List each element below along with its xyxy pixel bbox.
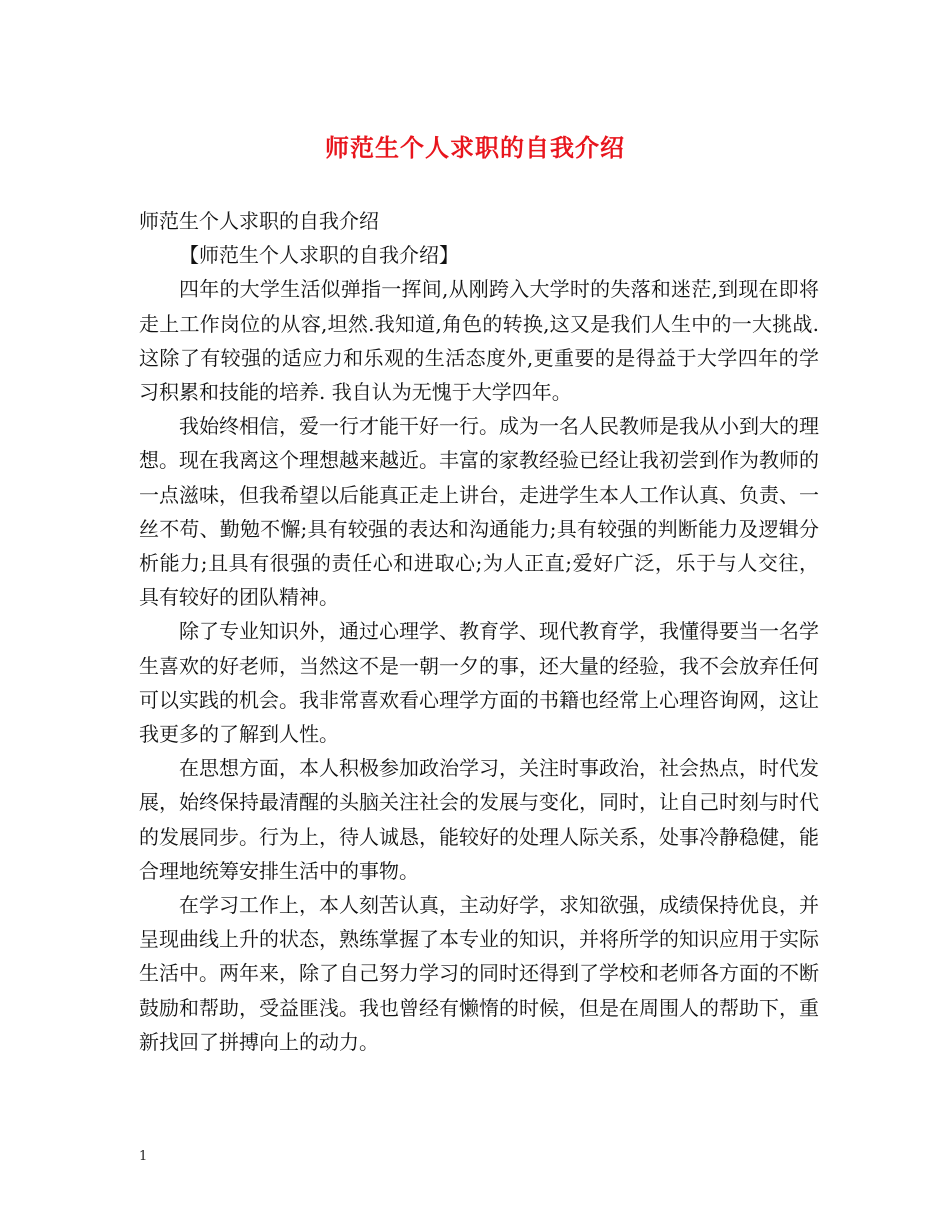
document-title: 师范生个人求职的自我介绍 [325,133,625,162]
subtitle-line: 师范生个人求职的自我介绍 [139,209,379,233]
paragraph: 在思想方面，本人积极参加政治学习，关注时事政治，社会热点，时代发展，始终保持最清醒的头脑关注社会的发展与变化，同时，让自己时刻与时代的发展同步。行为上，待人诚恳，能较好的处理人际关系，处事冷静稳健，能合理地统筹安排生活中的事物。 [139,756,819,883]
paragraph: 除了专业知识外，通过心理学、教育学、现代教育学，我懂得要当一名学生喜欢的好老师，当然这不是一朝一夕的事，还大量的经验，我不会放弃任何可以实践的机会。我非常喜欢看心理学方面的书籍也经常上心理咨询网，这让我更多的了解到人性。 [139,619,819,747]
paragraph: 四年的大学生活似弹指一挥间,从刚跨入大学时的失落和迷茫,到现在即将走上工作岗位的从容,坦然.我知道,角色的转换,这又是我们人生中的一大挑战.这除了有较强的适应力和乐观的生活态度外,更重要的是得益于大学四年的学习积累和技能的培养. 我自认为无愧于大学四年。 [139,277,819,405]
paragraph: 我始终相信，爱一行才能干好一行。成为一名人民教师是我从小到大的理想。现在我离这个理想越来越近。丰富的家教经验已经让我初尝到作为教师的一点滋味，但我希望以后能真正走上讲台，走进学生本人工作认真、负责、一丝不苟、勤勉不懈;具有较强的表达和沟通能力;具有较强的判断能力及逻辑分析能力;且具有很强的责任心和进取心;为人正直;爱好广泛，乐于与人交往，具有较好的团队精神。 [139,414,819,610]
paragraph: 在学习工作上，本人刻苦认真，主动好学，求知欲强，成绩保持优良，并呈现曲线上升的状态，熟练掌握了本专业的知识，并将所学的知识应用于实际生活中。两年来，除了自己努力学习的同时还得到了学校和老师各方面的不断鼓励和帮助，受益匪浅。我也曾经有懒惰的时候，但是在周围人的帮助下，重新找回了拼搏向上的动力。 [139,893,819,1054]
page-number: 1 [139,1149,148,1164]
document-body [139,204,819,1059]
bracketed-heading: 【师范生个人求职的自我介绍】 [179,243,459,268]
